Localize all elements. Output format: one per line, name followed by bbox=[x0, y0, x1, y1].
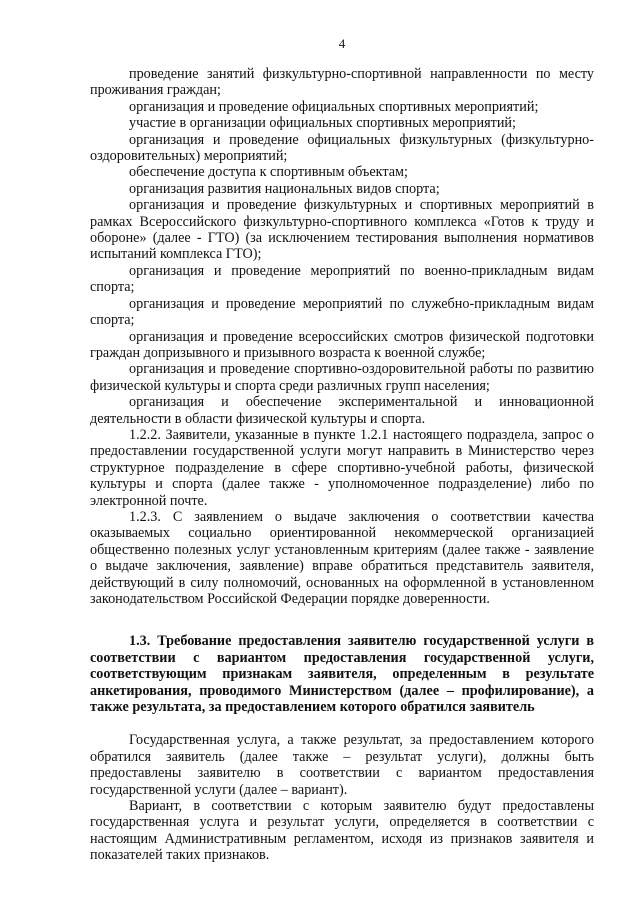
paragraph-8: организация и проведение мероприятий по военно-прикладным видам спорта; bbox=[90, 262, 594, 296]
section-paragraph-1: Государственная услуга, а также результат, за предоставлением которого обратился заявитель (далее также – результат услуги), должны быть предоставлены заявителю в соответствии с вариантом предоставления государственной услуги (далее – вариант). bbox=[90, 732, 594, 798]
paragraph-9: организация и проведение мероприятий по служебно-прикладным видам спорта; bbox=[90, 295, 594, 329]
paragraph-10: организация и проведение всероссийских смотров физической подготовки граждан допризывного и призывного возраста к военной службе; bbox=[90, 328, 594, 361]
paragraph-5: обеспечение доступа к спортивным объектам; bbox=[129, 164, 408, 181]
paragraph-1-2-2: 1.2.2. Заявители, указанные в пункте 1.2.1 настоящего подраздела, запрос о предоставлении государственной услуги могут направить в Министерство через структурное подразделение в сфере спортивно-учебной работы, физической культуры и спорта (далее также - уполномоченное подразделение) либо по электронной почте. bbox=[90, 426, 594, 509]
paragraph-2: организация и проведение официальных спортивных мероприятий; bbox=[129, 98, 539, 115]
section-heading-1-3: 1.3. Требование предоставления заявителю государственной услуги в соответствии с вариантом предоставления государственной услуги, соответствующим признакам заявителя, определенным в результате анкетирования, проводимого Министерством (далее – профилирование), а также результата, за предоставлением которого обратился заявитель bbox=[90, 633, 594, 716]
paragraph-4: организация и проведение официальных физкультурных (физкультурно-оздоровительных) мероприятий; bbox=[90, 131, 594, 165]
paragraph-3: участие в организации официальных спортивных мероприятий; bbox=[129, 115, 516, 132]
page-number: 4 bbox=[338, 36, 346, 51]
paragraph-12: организация и обеспечение экспериментальной и инновационной деятельности в области физической культуры и спорта. bbox=[90, 394, 594, 427]
paragraph-6: организация развития национальных видов спорта; bbox=[129, 180, 440, 197]
section-paragraph-2: Вариант, в соответствии с которым заявителю будут предоставлены государственная услуга и результат услуги, определяется в соответствии с настоящим Административным регламентом, исходя из признаков заявителя и показателей таких признаков. bbox=[90, 798, 594, 864]
paragraph-1: проведение занятий физкультурно-спортивной направленности по месту проживания граждан; bbox=[90, 66, 594, 99]
paragraph-7: организация и проведение физкультурных и спортивных мероприятий в рамках Всероссийского физкультурно-спортивного комплекса «Готов к труду и обороне» (далее - ГТО) (за исключением тестирования выполнения нормативов испытаний комплекса ГТО); bbox=[90, 197, 594, 263]
paragraph-11: организация и проведение спортивно-оздоровительной работы по развитию физической культуры и спорта среди различных групп населения; bbox=[90, 361, 594, 394]
paragraph-1-2-3: 1.2.3. С заявлением о выдаче заключения о соответствии качества оказываемых социально ориентированной некоммерческой организацией общественно полезных услуг установленным критериям (далее также - заявление о выдаче заключения, заявление) вправе обратиться представитель заявителя, действующий в силу полномочий, основанных на оформленной в установленном законодательством Российской Федерации порядке доверенности. bbox=[90, 508, 594, 607]
